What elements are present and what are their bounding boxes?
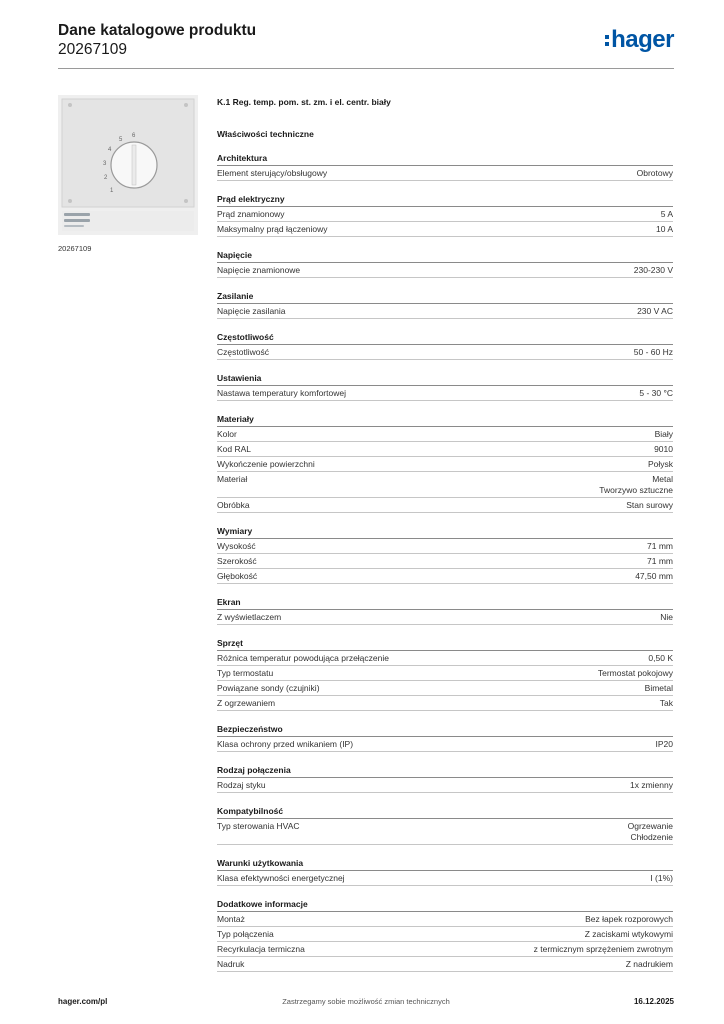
spec-value: Biały — [654, 429, 673, 439]
spec-group-title: Rodzaj połączenia — [217, 763, 673, 778]
spec-value: 47,50 mm — [635, 571, 673, 581]
spec-group — [217, 289, 673, 319]
spec-label: Kolor — [217, 429, 237, 439]
spec-value: Metal Tworzywo sztuczne — [599, 474, 673, 495]
spec-row — [217, 498, 673, 513]
spec-group-title: Wymiary — [217, 524, 673, 539]
spec-group — [217, 636, 673, 711]
dial-number: 2 — [104, 175, 108, 181]
spec-row — [217, 927, 673, 942]
spec-row — [217, 442, 673, 457]
dial-number: 1 — [110, 188, 114, 194]
spec-row — [217, 539, 673, 554]
spec-row — [217, 737, 673, 752]
spec-value: IP20 — [655, 739, 673, 749]
product-image — [58, 95, 198, 235]
spec-label: Głębokość — [217, 571, 258, 581]
spec-label: Wysokość — [217, 541, 256, 551]
spec-label: Element sterujący/obsługowy — [217, 168, 328, 178]
spec-row — [217, 696, 673, 711]
spec-row — [217, 472, 673, 498]
spec-group — [217, 524, 673, 584]
spec-group-title: Prąd elektryczny — [217, 192, 673, 207]
spec-row — [217, 345, 673, 360]
spec-row — [217, 651, 673, 666]
spec-value: 71 mm — [647, 556, 673, 566]
spec-label: Napięcie zasilania — [217, 306, 286, 316]
spec-group-title: Sprzęt — [217, 636, 673, 651]
spec-group — [217, 371, 673, 401]
spec-value: Stan surowy — [626, 500, 673, 510]
spec-value: 10 A — [655, 224, 673, 234]
section-heading: Właściwości techniczne — [217, 129, 314, 139]
document-title: Dane katalogowe produktu — [58, 22, 257, 39]
spec-value: Termostat pokojowy — [597, 668, 673, 678]
footer-disclaimer: Zastrzegamy sobie możliwość zmian technicznych — [282, 997, 450, 1006]
image-caption: 20267109 — [58, 244, 92, 253]
spec-label: Typ termostatu — [217, 668, 274, 678]
spec-label: Kod RAL — [217, 444, 252, 454]
spec-row — [217, 681, 673, 696]
spec-group-title: Bezpieczeństwo — [217, 722, 673, 737]
footer-website: hager.com/pl — [58, 997, 108, 1006]
spec-row — [217, 457, 673, 472]
spec-value: Obrotowy — [636, 168, 673, 178]
spec-label: Częstotliwość — [217, 347, 269, 357]
spec-row — [217, 942, 673, 957]
spec-value: Z zaciskami wtykowymi — [584, 929, 673, 939]
logo-text: hager — [611, 26, 674, 53]
page-footer — [58, 997, 674, 1009]
spec-row — [217, 610, 673, 625]
spec-row — [217, 871, 673, 886]
spec-group-title: Ekran — [217, 595, 673, 610]
spec-groups — [217, 151, 673, 972]
spec-group-title: Zasilanie — [217, 289, 673, 304]
spec-value: Ogrzewanie Chłodzenie — [627, 821, 673, 842]
spec-group — [217, 192, 673, 237]
spec-group — [217, 412, 673, 513]
spec-label: Wykończenie powierzchni — [217, 459, 315, 469]
spec-group-title: Dodatkowe informacje — [217, 897, 673, 912]
spec-label: Typ połączenia — [217, 929, 274, 939]
spec-row — [217, 554, 673, 569]
spec-label: Typ sterowania HVAC — [217, 821, 300, 831]
spec-value: Bez łapek rozporowych — [585, 914, 673, 924]
footer-date: 16.12.2025 — [633, 997, 674, 1006]
spec-group-title: Kompatybilność — [217, 804, 673, 819]
spec-value: Bimetal — [644, 683, 673, 693]
spec-content — [217, 95, 673, 972]
spec-label: Nastawa temperatury komfortowej — [217, 388, 346, 398]
spec-label: Z ogrzewaniem — [217, 698, 276, 708]
spec-value: 5 A — [660, 209, 673, 219]
spec-row — [217, 166, 673, 181]
spec-label: Powiązane sondy (czujniki) — [217, 683, 320, 693]
logo-dots-icon — [605, 35, 609, 46]
spec-value: Nie — [660, 612, 673, 622]
spec-group — [217, 897, 673, 972]
spec-row — [217, 819, 673, 845]
spec-row — [217, 912, 673, 927]
spec-group — [217, 151, 673, 181]
spec-label: Klasa ochrony przed wnikaniem (IP) — [217, 739, 354, 749]
spec-value: 1x zmienny — [630, 780, 673, 790]
spec-value: 5 - 30 °C — [639, 388, 673, 398]
spec-value: Połysk — [647, 459, 673, 469]
spec-row — [217, 569, 673, 584]
spec-row — [217, 304, 673, 319]
spec-value: 230 V AC — [637, 306, 673, 316]
spec-group-title: Warunki użytkowania — [217, 856, 673, 871]
spec-value: z termicznym sprzężeniem zwrotnym — [533, 944, 673, 954]
spec-group — [217, 248, 673, 278]
spec-group-title: Częstotliwość — [217, 330, 673, 345]
dial-number: 4 — [108, 147, 112, 153]
spec-group — [217, 722, 673, 752]
dial-number: 3 — [103, 161, 107, 167]
spec-row — [217, 386, 673, 401]
spec-label: Rodzaj styku — [217, 780, 266, 790]
spec-value: Z nadrukiem — [625, 959, 673, 969]
spec-value: 230-230 V — [633, 265, 673, 275]
spec-group-title: Ustawienia — [217, 371, 673, 386]
spec-label: Różnica temperatur powodująca przełączenie — [217, 653, 389, 663]
spec-row — [217, 957, 673, 972]
spec-label: Szerokość — [217, 556, 257, 566]
spec-label: Nadruk — [217, 959, 245, 969]
spec-row — [217, 778, 673, 793]
spec-group-title: Materiały — [217, 412, 673, 427]
hager-logo — [605, 27, 674, 53]
spec-group — [217, 856, 673, 886]
spec-label: Montaż — [217, 914, 245, 924]
spec-group-title: Architektura — [217, 151, 673, 166]
spec-row — [217, 666, 673, 681]
spec-row — [217, 207, 673, 222]
page-header — [58, 22, 674, 68]
spec-value: 50 - 60 Hz — [633, 347, 673, 357]
spec-label: Obróbka — [217, 500, 250, 510]
spec-label: Recyrkulacja termiczna — [217, 944, 305, 954]
dial-number: 5 — [119, 137, 123, 143]
spec-value: 0,50 K — [648, 653, 673, 663]
spec-group — [217, 330, 673, 360]
spec-label: Napięcie znamionowe — [217, 265, 301, 275]
spec-value: 9010 — [654, 444, 673, 454]
spec-label: Maksymalny prąd łączeniowy — [217, 224, 328, 234]
spec-row — [217, 427, 673, 442]
spec-label: Materiał — [217, 474, 248, 484]
spec-group — [217, 763, 673, 793]
spec-label: Klasa efektywności energetycznej — [217, 873, 345, 883]
spec-group-title: Napięcie — [217, 248, 673, 263]
spec-label: Z wyświetlaczem — [217, 612, 282, 622]
spec-value: 71 mm — [647, 541, 673, 551]
spec-label: Prąd znamionowy — [217, 209, 285, 219]
spec-group — [217, 804, 673, 845]
spec-value: I (1%) — [650, 873, 673, 883]
spec-value: Tak — [659, 698, 673, 708]
spec-row — [217, 222, 673, 237]
spec-row — [217, 263, 673, 278]
product-name: K.1 Reg. temp. pom. st. zm. i el. centr. biały — [217, 97, 391, 107]
spec-group — [217, 595, 673, 625]
document-number: 20267109 — [58, 41, 127, 58]
header-divider — [58, 68, 674, 69]
dial-number: 6 — [132, 133, 136, 139]
